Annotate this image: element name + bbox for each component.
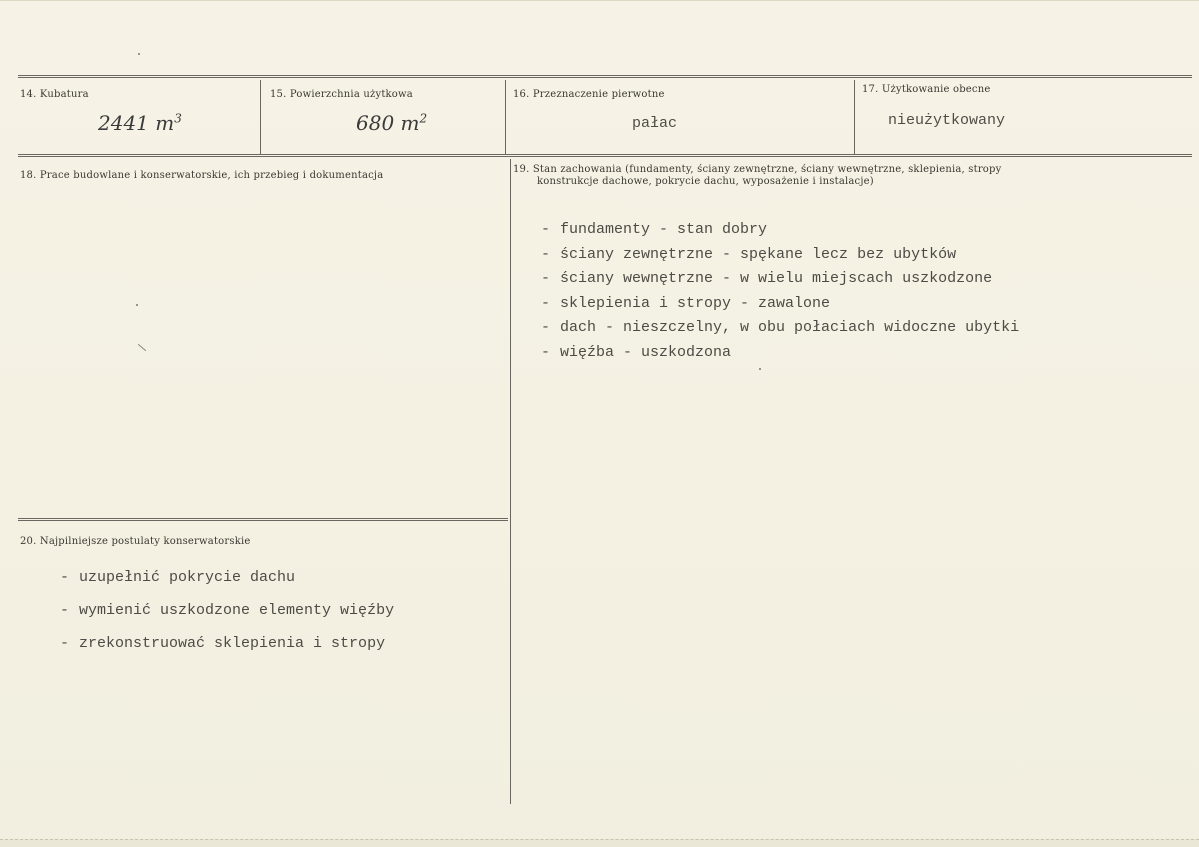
- divider-14-15: [260, 80, 261, 154]
- paper-bottom-edge: [0, 839, 1199, 847]
- field-14-label: 14. Kubatura: [20, 89, 89, 100]
- field-15-label: 15. Powierzchnia użytkowa: [270, 89, 413, 100]
- field-20-list: [60, 569, 394, 668]
- list-item: - ściany wewnętrzne - w wielu miejscach uszkodzone: [541, 270, 993, 287]
- paper-speck: [136, 304, 138, 306]
- field-19-label-line2: konstrukcje dachowe, pokrycie dachu, wyposażenie i instalacje): [537, 176, 874, 187]
- field-15-number: 680: [356, 111, 395, 135]
- field-14-unit-sup: 3: [174, 111, 182, 126]
- field-16-label: 16. Przeznaczenie pierwotne: [513, 89, 665, 100]
- field-19-list: [541, 221, 1019, 368]
- field-14-value: [98, 111, 182, 135]
- field-14-number: 2441: [98, 111, 149, 135]
- field-17-label: 17. Użytkowanie obecne: [862, 84, 991, 95]
- field-15-value: [356, 111, 427, 135]
- field-20-label: 20. Najpilniejsze postulaty konserwatorskie: [20, 536, 251, 547]
- field-18-label: 18. Prace budowlane i konserwatorskie, ich przebieg i dokumentacja: [20, 170, 384, 181]
- field-19-label-line1: 19. Stan zachowania (fundamenty, ściany zewnętrzne, ściany wewnętrzne, sklepienia, stropy: [513, 164, 1002, 175]
- field-15-unit: m: [400, 111, 420, 135]
- list-item: - dach - nieszczelny, w obu połaciach widoczne ubytki: [541, 319, 1020, 336]
- list-item: - uzupełnić pokrycie dachu: [60, 569, 296, 586]
- list-item: - więźba - uszkodzona: [541, 343, 732, 361]
- field-16-value: pałac: [632, 115, 678, 132]
- list-item: - ściany zewnętrzne - spękane lecz bez ubytków: [541, 245, 957, 263]
- divider-15-16: [505, 80, 506, 154]
- paper-speck: [759, 368, 761, 370]
- list-item: - wymienić uszkodzone elementy więźby: [60, 602, 395, 619]
- top-rule: [18, 75, 1192, 78]
- field-17-value: nieużytkowany: [888, 112, 1006, 129]
- field-14-unit: m: [155, 111, 175, 135]
- field-15-unit-sup: 2: [419, 111, 428, 126]
- header-bottom-rule: [18, 154, 1192, 157]
- list-item: - zrekonstruować sklepienia i stropy: [60, 635, 386, 652]
- list-item: - sklepienia i stropy - zawalone: [541, 294, 831, 312]
- divider-left-right: [510, 159, 511, 804]
- divider-16-17: [854, 80, 855, 154]
- paper-mark: [138, 344, 146, 351]
- list-item: - fundamenty - stan dobry: [541, 221, 768, 238]
- paper-speck: [138, 53, 140, 55]
- section-18-20-rule: [18, 518, 508, 521]
